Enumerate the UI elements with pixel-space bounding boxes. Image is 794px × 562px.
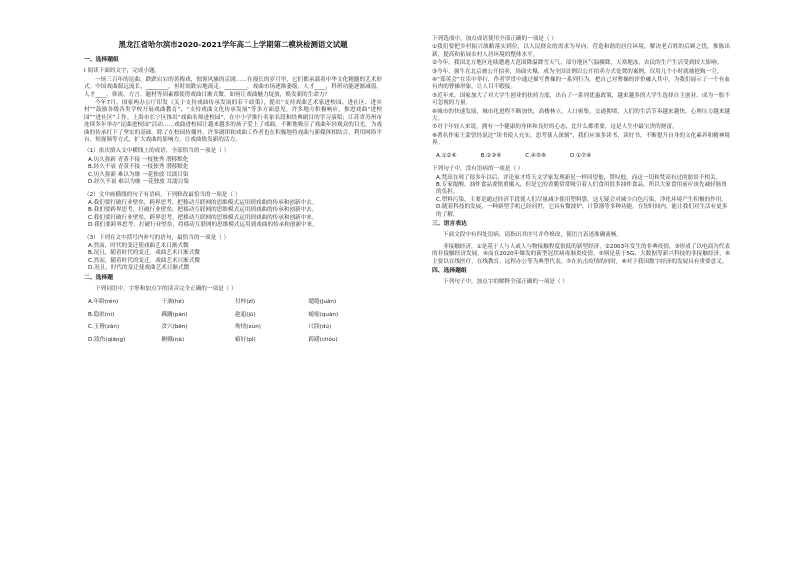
section-heading-3: 三、语言表达 [432, 220, 467, 227]
question-2-option-a[interactable]: A.我们要打破行业壁垒，跨界思考，把移动互联网的思维模式运用到戏曲的传承和创新中去。 [88, 199, 318, 206]
question-5-option-d[interactable]: D.①⑦⑧ [569, 152, 592, 159]
question-7-passage: 非接触经济，①是基于人与人或人与物接触程度很低的新型经济，②2003年发生的非典疫情，③形成了以电商为代表的非接触经济发展。④而在2020年爆发的新型冠状病毒肺炎疫情，⑤则是基于5G、大数据等新兴科技的非接触经济，⑥主要以在线医疗、在线教育、远程办公等为典型代表，⑦在抗击疫情的同时，⑧对于我国数字经济的发展具有重要意义。 [432, 243, 730, 265]
question-7: 下面文段中有四处语病，请指出其序号并作修改，使语言表述准确流畅。 [443, 232, 623, 239]
question-1-option-b[interactable]: B.经久不衰 青黄不接 一枝独秀 潜移默化 [88, 164, 189, 171]
option-c-word-2: 贲穴(bēn) [161, 324, 188, 331]
passage-paragraph-2: 今年7月，国家两办公厅印发《关于支持戏曲传承发展的若干政策》，提出“支持戏曲艺术家进校园、进社区、进乡村”“鼓励各级各类学校开展戏曲教育”，“支持戏曲文化传承发展”等多方面意见。许多地方积极响应，推进戏曲“进校园”“进社区”工作。上海市长宁区推出“戏曲名师进校园”，在中小学推行名家名段和经典剧目的学习演唱；江苏省苏州市连续多年举办“昆曲进校园”活动……戏曲进校园让越来越多的孩子爱上了戏曲。不断地吸引了戏曲年轻观众的目光，为戏曲的传承打下了坚实的基础。除了在校园传播外，许多剧团和戏曲工作者也在积极地将戏曲与新媒体相结合，利用网络平台、短视频等方式，扩大戏曲的影响力，让戏曲焕发新的活力。 [84, 100, 382, 144]
question-5-option-a[interactable]: A.①②⑥ [436, 152, 457, 159]
sentence-4: ④“郑英会”在乐中举行，作者罗贯中通过描写曹操的一系列行为，把自己对曹操的评价融入其中，为我们展示了一个有血有肉的曹操形象，让人目不暇接。 [432, 77, 730, 91]
question-3-option-b[interactable]: B.况且，随着时代的变迁，戏曲艺术日渐式微 [88, 250, 200, 257]
sentence-8: ⑧著名作家王蒙曾经说过“读书使人充实，思考使人深刻”，我们应该多读书，读好书，不断提升自身的文化素养和精神境界。 [432, 132, 730, 147]
question-4-option-a[interactable] [84, 299, 382, 306]
option-b-word-2: 蹒跚(pán) [161, 311, 188, 318]
page-title: 黑龙江省哈尔滨市2020-2021学年高二上学期第二模块检测语文试题 [118, 40, 348, 49]
section-heading-2: 二、选择题 [84, 274, 113, 281]
question-6-option-c[interactable]: C.塑料污染，主要是通过经济手段使人们尽量减少使用塑料袋，这无疑会对减少白色污染，净化环境产生积极的作用。 [436, 196, 727, 203]
sentence-1: ①我们要把乡村振兴战略落实到位，以人民群众的需求为导向，营造和谐的居住环境，解决老百姓的后顾之忧，推陈出新，提高和拓展农村人居环境的整体水平。 [432, 44, 730, 58]
option-a-word-2: 干涸(hé) [161, 299, 185, 306]
option-b-word-4: 蜷缩(quán) [308, 311, 339, 318]
option-c-word-1: C.玉簪(zān) [88, 324, 120, 331]
question-3-option-c[interactable]: C.然而，随着时代的变迁，戏曲艺术日渐式微 [88, 257, 200, 264]
question-1-option-d[interactable]: D.经久不衰 难以为继 一花独放 耳濡目染 [88, 179, 189, 186]
section-heading-4: 四、选择题组 [432, 267, 467, 274]
passage-paragraph-1: 一场三百年的昆曲，跌跌宕宕的黄梅戏，独领风骚的京剧……在漫长的岁月里，它们都承载着中华文化精髓的艺术形式。中国戏曲源远流长，________。但时间跌宕地流走，________，戏曲市场逐渐萎缩，人才____，科班功能逐渐减弱。人才____，韩流、方言、题材等因素都使得戏曲日渐式微。如何让戏曲魅力绽放，焕发新的生命力？ [84, 76, 382, 98]
question-3-option-a[interactable]: A.然而，时代的变迁使戏曲艺术日渐式微 [88, 242, 189, 249]
question-2-option-b[interactable]: B.我们要跨界思考，打破行业壁垒，把移动互联网的思维模式运用到戏曲的传承和创新中去。 [88, 207, 318, 214]
question-1-option-c[interactable]: C.历久弥新 难以为继 一花独放 耳濡目染 [88, 171, 189, 178]
option-d-word-2: 婀娜(nà) [161, 336, 185, 343]
option-b-word-3: 趑趄(jū) [235, 311, 256, 318]
option-a-word-3: 付梓(zǐ) [235, 299, 256, 306]
question-6-option-a[interactable]: A.梵高在现了很多年以后，评论家才将天文学家发现新星一样回望他，赞叹他，而这一切和梵高有过的愿景不相关。 [436, 174, 722, 181]
sentence-2: ②今年，我国北方地区连续遭遇大范围降温降雪天气，部分地区气温骤降，天寒地冻，农民的生产生活受到较大影响。 [432, 60, 723, 67]
reading-intro: Ⅰ 阅读下面的文字，完成小题。 [84, 68, 161, 75]
question-2-option-c[interactable]: C.我们要打破行业壁垒，跨界思考，把移动互联网的思维模式运用到戏曲的传承和创新中来。 [88, 214, 318, 221]
question-5-options [432, 153, 730, 160]
question-1-option-a[interactable]: A.历久弥新 青黄不接 一枝独秀 潜移默化 [88, 156, 189, 163]
right-column [432, 36, 730, 288]
question-5-option-c[interactable]: C.④⑤⑧ [525, 152, 546, 159]
option-b-word-1: B.隐匿(nì) [88, 311, 115, 318]
sentence-5: ⑤近年来，国家加大了对大学生创业的扶持力度，出台了一系列优惠政策，越来越多的大学生选择自主创业，成为一股不可忽视的力量。 [432, 92, 730, 107]
option-c-word-3: 徇情(xùn) [235, 324, 261, 331]
question-3-option-d[interactable]: D.况且，时代的变迁使戏曲艺术日渐式微 [88, 265, 190, 272]
sentence-3: ③今年，强生在北京被公开拍卖，场面火爆，成为全国首例以公开拍卖方式处置的案例，仅用几个小时就被抢购一空。 [432, 68, 723, 75]
section-heading-1: 一、选择题组 [84, 57, 119, 63]
question-4-option-d[interactable] [84, 337, 382, 344]
question-4-option-b[interactable] [84, 312, 382, 319]
option-c-word-4: 尺牍(dú) [308, 324, 332, 331]
question-2: （2）文中画横线的句子有语病，下列修改最恰当的一项是（ ） [84, 191, 241, 198]
question-5: 下列选项中，加点成语使用全部正确的一项是（ ） [432, 36, 557, 42]
option-d-word-4: 踌躇(chóu) [308, 336, 338, 343]
question-4-option-c[interactable] [84, 324, 382, 331]
question-6-option-d[interactable]: D.随着科技的发展，一种新型手机已经问世，它具有微波炉、计算器等多种功能，在短时间内，能让我们对生活有更多的了解。 [436, 204, 728, 218]
option-d-word-1: D.戕伤(qiāng) [88, 336, 126, 343]
question-6-option-b[interactable]: B.专家提醒，油炸食品要慎重摄入，但是它的香脆常常吸引着人们食用很多油炸食品，所以大家食用前应该先减轻肠胃的负担。 [436, 181, 727, 196]
question-1: （1）依次填入文中横线上的成语，全部恰当的一项是（ ） [84, 148, 230, 155]
option-a-word-4: 缱绻(juǎn) [308, 299, 337, 306]
question-8: 下列句子中，加点字的解释全部正确的一项是（ ） [443, 279, 568, 286]
left-column [84, 55, 382, 344]
question-6: 下列句子中，没有语病的一项是（ ） [432, 166, 524, 173]
question-4: 下列词语中，字形和加点字的读音完全正确的一项是（ ） [95, 285, 237, 292]
option-d-word-3: 癖好(pǐ) [235, 336, 256, 343]
question-3: （3）下列在文中括号内补写的语句，最恰当的一项是（ ） [84, 234, 230, 241]
sentence-7: ⑦对于年轻人来说，拥有一个健康的身体和良好的心态，比什么都重要，这是人生中最宝贵的财富。 [432, 124, 678, 131]
question-5-option-b[interactable]: B.②③⑥ [480, 152, 502, 159]
sentence-6: ⑥城市的快速发展，城市化进程不断加快，高楼林立，人口密集，交通拥堵，人们的生活节奏越来越快，心理压力越来越大。 [432, 108, 730, 123]
question-2-option-d[interactable]: D.我们要跨界思考，打破行业壁垒，将移动互联网的思维模式运用到戏曲的传承和创新中来。 [88, 222, 318, 229]
option-a-word-1: A.年龄(rén) [88, 299, 119, 306]
